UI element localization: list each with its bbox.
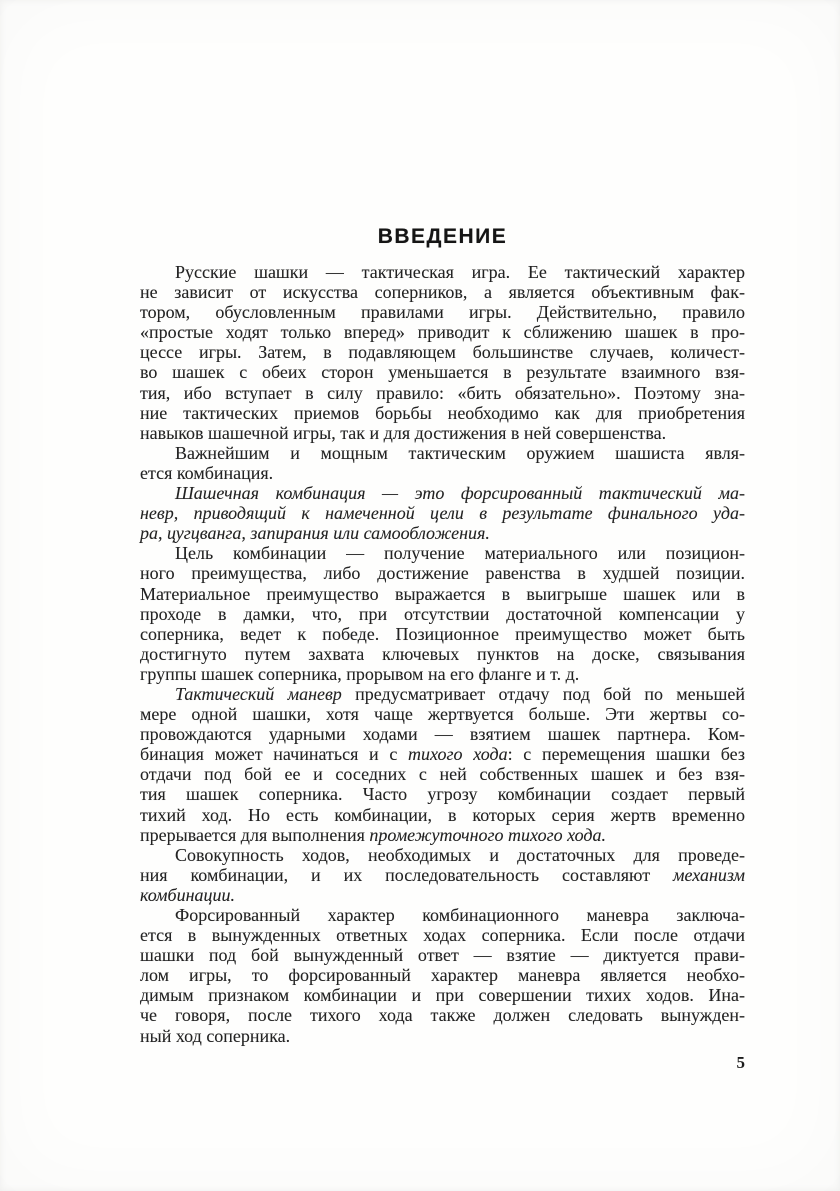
text-run: достигнуто путем захвата ключевых пунктов на доске, связывания: [140, 643, 745, 664]
text-line: [140, 644, 745, 664]
text-run: соперника, ведет к победе. Позиционное преимущество может быть: [140, 623, 745, 644]
italic-run: промежуточного тихого хода.: [369, 824, 606, 845]
text-line: [140, 282, 745, 302]
text-line: [140, 403, 745, 423]
text-run: предусматривает отдачу под бой по меньшей: [341, 683, 746, 704]
text-line: [140, 543, 745, 563]
text-run: Русские шашки — тактическая игра. Ее тактический характер: [175, 262, 745, 282]
text-line: [140, 764, 745, 784]
text-run: мере одной шашки, хотя чаще жертвуется больше. Эти жертвы со-: [140, 704, 745, 725]
text-line: [140, 845, 745, 865]
text-line: [140, 463, 745, 483]
text-line: [140, 262, 745, 282]
text-run: ется комбинация.: [140, 462, 274, 483]
text-run: Материальное преимущество выражается в выигрыше шашек или в: [140, 583, 745, 604]
text-line: [140, 563, 745, 583]
text-run: бинация может начинаться и с: [140, 744, 408, 765]
text-line: [140, 885, 745, 905]
text-line: [140, 825, 745, 845]
italic-run: комбинации.: [140, 884, 236, 905]
text-run: провождаются ударными ходами — взятием шашек партнера. Ком-: [140, 724, 745, 745]
italic-run: тихого хода: [407, 744, 508, 765]
text-line: [140, 423, 745, 443]
text-run: Цель комбинации — получение материального или позицион-: [175, 543, 745, 564]
text-line: [140, 604, 745, 624]
text-line: [140, 362, 745, 382]
text-run: димым признаком комбинации и при совершении тихих ходов. Ина-: [140, 985, 745, 1006]
text-line: [140, 945, 745, 965]
paragraph: [140, 684, 745, 845]
paragraph: [140, 262, 745, 443]
text-run: проходе в дамки, что, при отсутствии достаточной компенсации у: [140, 603, 745, 624]
text-run: тором, обусловленным правилами игры. Действительно, правило: [140, 302, 745, 323]
text-run: навыков шашечной игры, так и для достижения в ней совершенства.: [140, 422, 667, 443]
text-line: [140, 985, 745, 1005]
paragraph: [140, 483, 745, 543]
text-run: че говоря, после тихого хода также должен следовать вынужден-: [140, 1005, 745, 1026]
italic-run: Тактический маневр: [175, 683, 342, 704]
paragraph: [140, 443, 745, 483]
text-line: [140, 483, 745, 503]
text-line: [140, 302, 745, 322]
text-line: [140, 684, 745, 704]
text-run: Важнейшим и мощным тактическим оружием шашиста явля-: [175, 442, 745, 463]
text-run: ется в вынужденных ответных ходах соперника. Если после отдачи: [140, 925, 745, 946]
page-content: [140, 226, 745, 1046]
text-line: [140, 443, 745, 463]
text-line: [140, 503, 745, 523]
text-line: [140, 342, 745, 362]
text-run: шашки под бой вынужденный ответ — взятие — диктуется прави-: [140, 945, 745, 966]
text-line: [140, 865, 745, 885]
text-line: [140, 584, 745, 604]
text-line: [140, 322, 745, 342]
paragraph: [140, 845, 745, 905]
text-line: [140, 744, 745, 764]
italic-run: Шашечная комбинация — это форсированный тактический ма-: [175, 483, 745, 504]
italic-run: механизм: [673, 864, 745, 885]
chapter-title: ВВЕДЕНИЕ: [377, 225, 508, 248]
text-line: [140, 965, 745, 985]
text-run: ный ход соперника.: [140, 1025, 291, 1046]
text-line: [140, 905, 745, 925]
paragraph: [140, 905, 745, 1046]
text-run: тия, ибо вступает в силу правило: «бить обязательно». Поэтому зна-: [140, 382, 745, 403]
text-line: [140, 383, 745, 403]
text-run: тия шашек соперника. Часто угрозу комбинации создает первый: [140, 784, 745, 805]
text-run: ного преимущества, либо достижение равенства в худшей позиции.: [140, 563, 745, 584]
text-line: [140, 664, 745, 684]
text-run: во шашек с обеих сторон уменьшается в результате взаимного взя-: [140, 362, 745, 383]
text-line: [140, 724, 745, 744]
text-run: не зависит от искусства соперников, а является объективным фак-: [140, 282, 745, 303]
text-run: «простые ходят только вперед» приводит к сближению шашек в про-: [140, 322, 745, 343]
text-run: ние тактических приемов борьбы необходимо как для приобретения: [140, 402, 745, 423]
text-line: [140, 1005, 745, 1025]
text-run: отдачи под бой ее и соседних с ней собственных шашек и без взя-: [140, 764, 745, 785]
text-run: ния комбинации, и их последовательность составляют: [140, 864, 674, 885]
text-run: цессе игры. Затем, в подавляющем большинстве случаев, количест-: [140, 342, 745, 363]
text-line: [140, 704, 745, 724]
text-run: Форсированный характер комбинационного маневра заключа-: [175, 905, 745, 925]
italic-run: невр, приводящий к намеченной цели в результате финального уда-: [140, 503, 745, 524]
body-text: [140, 262, 745, 1046]
text-line: [140, 523, 745, 543]
text-run: лом игры, то форсированный характер маневра является необхо-: [140, 965, 745, 986]
page-number: 5: [736, 1053, 745, 1072]
text-line: [140, 805, 745, 825]
text-line: [140, 925, 745, 945]
text-run: тихий ход. Но есть комбинации, в которых серия жертв временно: [140, 804, 745, 825]
text-line: [140, 1026, 745, 1046]
text-run: прерывается для выполнения: [140, 824, 370, 845]
italic-run: ра, цугцванга, запирания или самообложения.: [140, 523, 490, 544]
text-run: : с перемещения шашки без: [507, 744, 745, 765]
text-run: Совокупность ходов, необходимых и достаточных для проведе-: [175, 844, 745, 865]
text-run: группы шашек соперника, прорывом на его фланге и т. д.: [140, 663, 580, 684]
text-line: [140, 624, 745, 644]
text-line: [140, 784, 745, 804]
paragraph: [140, 543, 745, 684]
